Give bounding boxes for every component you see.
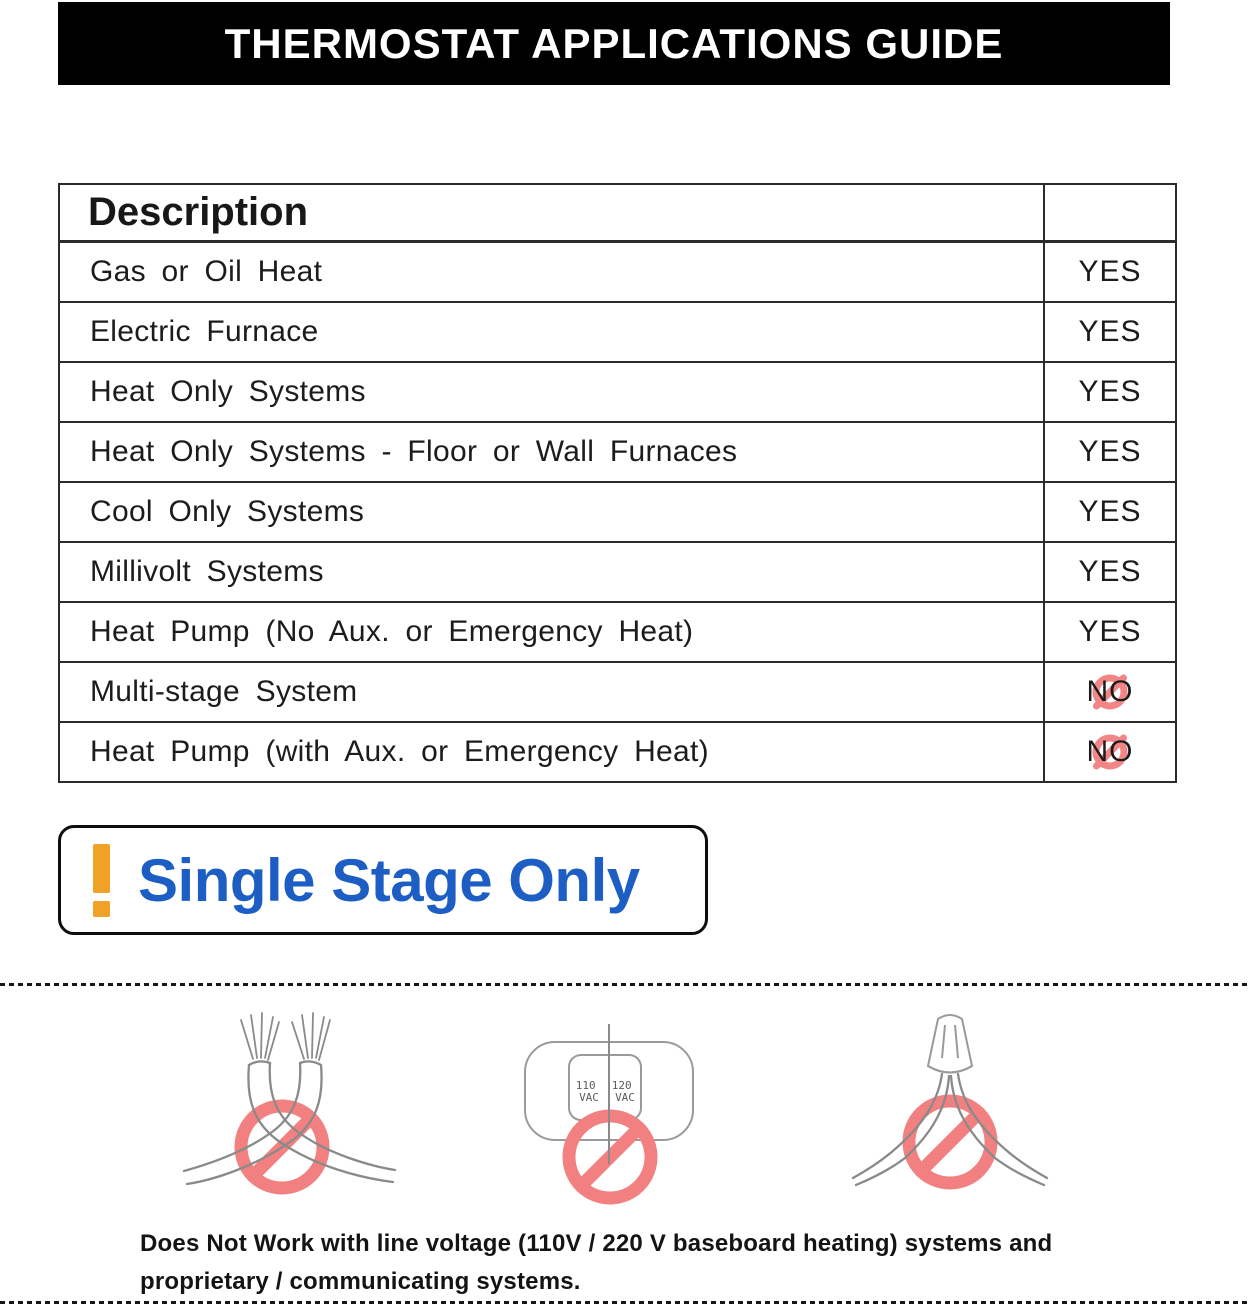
table-row <box>59 241 1176 302</box>
vac-left-label: 110 VAC <box>575 1079 599 1104</box>
row-answer-text: YES <box>1078 254 1142 288</box>
row-description: Multi-stage System <box>59 662 1044 722</box>
note-line-1: Does Not Work with line voltage (110V / 220 V baseboard heating) systems and <box>140 1230 1053 1257</box>
answer-cell-wrap <box>1078 483 1141 541</box>
row-answer-text: YES <box>1078 434 1142 468</box>
answer-cell-wrap <box>1078 363 1141 421</box>
answer-cell-wrap <box>1078 423 1141 481</box>
single-stage-label: Single Stage Only <box>138 846 640 914</box>
answer-column-header <box>1044 184 1176 241</box>
row-answer-cell <box>1044 422 1176 482</box>
table-row <box>59 302 1176 362</box>
crossed-bare-wires-prohibited-icon <box>180 1008 400 1208</box>
row-description: Electric Furnace <box>59 302 1044 362</box>
answer-cell-wrap <box>1078 303 1141 361</box>
row-description: Cool Only Systems <box>59 482 1044 542</box>
table-header-row <box>59 184 1176 241</box>
row-answer-cell <box>1044 722 1176 782</box>
applications-table <box>58 183 1177 783</box>
table-row <box>59 542 1176 602</box>
row-answer-text: YES <box>1078 494 1142 528</box>
applications-table-body <box>59 241 1176 782</box>
dashed-divider-top <box>0 983 1250 986</box>
row-answer-cell <box>1044 602 1176 662</box>
row-description: Heat Pump (No Aux. or Emergency Heat) <box>59 602 1044 662</box>
table-row <box>59 482 1176 542</box>
row-answer-cell <box>1044 302 1176 362</box>
wire-nut-connector-prohibited-icon <box>850 1008 1070 1208</box>
description-column-header: Description <box>59 184 1044 241</box>
table-row <box>59 362 1176 422</box>
answer-cell-wrap <box>1082 663 1138 721</box>
vac-right-label: 120 VAC <box>611 1079 635 1104</box>
crossed-wires <box>184 1013 395 1184</box>
table-row <box>59 722 1176 782</box>
row-answer-cell <box>1044 482 1176 542</box>
dashed-divider-bottom <box>0 1301 1250 1304</box>
row-answer-text: NO <box>1086 734 1134 768</box>
header-bar <box>58 2 1170 85</box>
row-answer-cell <box>1044 662 1176 722</box>
row-answer-text: YES <box>1078 314 1142 348</box>
table-row <box>59 422 1176 482</box>
wires <box>853 1074 1047 1185</box>
row-answer-cell <box>1044 542 1176 602</box>
row-answer-text: NO <box>1086 674 1134 708</box>
row-answer-text: YES <box>1078 374 1142 408</box>
row-description: Heat Pump (with Aux. or Emergency Heat) <box>59 722 1044 782</box>
note-line-2: proprietary / communicating systems. <box>140 1268 581 1295</box>
row-description: Gas or Oil Heat <box>59 241 1044 302</box>
line-voltage-thermostat-prohibited-icon <box>500 1008 720 1208</box>
row-description: Heat Only Systems <box>59 362 1044 422</box>
row-answer-cell <box>1044 362 1176 422</box>
answer-cell-wrap <box>1078 243 1141 301</box>
answer-cell-wrap <box>1078 603 1141 661</box>
row-answer-text: YES <box>1078 614 1142 648</box>
wire-nut-cap <box>928 1015 972 1073</box>
answer-cell-wrap <box>1082 723 1138 781</box>
row-description: Millivolt Systems <box>59 542 1044 602</box>
row-answer-cell <box>1044 241 1176 302</box>
row-description: Heat Only Systems - Floor or Wall Furnaces <box>59 422 1044 482</box>
table-row <box>59 602 1176 662</box>
exclamation-icon <box>93 844 110 917</box>
table-row <box>59 662 1176 722</box>
single-stage-alert-box <box>58 825 708 935</box>
row-answer-text: YES <box>1078 554 1142 588</box>
answer-cell-wrap <box>1078 543 1141 601</box>
page-title: THERMOSTAT APPLICATIONS GUIDE <box>224 19 1004 67</box>
